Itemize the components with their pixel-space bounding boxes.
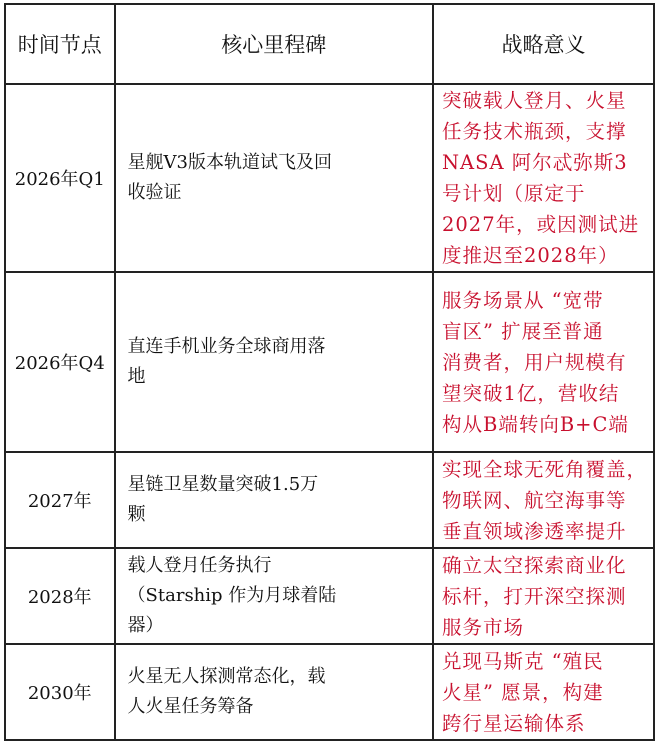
milestone-line: 星链卫星数量突破1.5万 bbox=[127, 474, 319, 495]
milestone-line: 直连手机业务全球商用落 bbox=[127, 336, 326, 357]
milestone-cell bbox=[115, 84, 433, 272]
significance-line: 号计划（原定于 bbox=[441, 182, 586, 205]
significance-line: 物联网、航空海事等 bbox=[441, 488, 627, 512]
header-time: 时间节点 bbox=[5, 4, 115, 84]
milestone-line: 颗 bbox=[127, 504, 146, 525]
header-significance: 战略意义 bbox=[433, 4, 654, 84]
table-row bbox=[5, 272, 654, 452]
significance-line: NASA 阿尔忒弥斯3 bbox=[441, 151, 628, 174]
significance-line: 任务技术瓶颈，支撑 bbox=[441, 120, 627, 143]
milestone-cell bbox=[115, 548, 433, 644]
table-row bbox=[5, 452, 654, 548]
time-cell: 2027年 bbox=[5, 452, 115, 548]
table-row bbox=[5, 548, 654, 644]
significance-cell bbox=[433, 272, 654, 452]
milestone-line: 收验证 bbox=[127, 182, 182, 203]
time-cell: 2026年Q4 bbox=[5, 272, 115, 452]
significance-cell bbox=[433, 548, 654, 644]
significance-line: 构从B端转向B+C端 bbox=[441, 412, 629, 436]
significance-line: 望突破1亿，营收结 bbox=[441, 381, 620, 405]
milestone-table bbox=[4, 3, 655, 741]
milestone-cell bbox=[115, 452, 433, 548]
time-cell: 2028年 bbox=[5, 548, 115, 644]
milestone-line: 载人登月任务执行 bbox=[127, 555, 272, 576]
significance-line: 垂直领域渗透率提升 bbox=[441, 519, 627, 543]
milestone-line: 器） bbox=[127, 615, 164, 636]
table-row bbox=[5, 84, 654, 272]
header-row bbox=[5, 4, 654, 84]
significance-line: 服务市场 bbox=[441, 615, 524, 639]
significance-cell bbox=[433, 452, 654, 548]
significance-line: 消费者，用户规模有 bbox=[441, 350, 627, 374]
significance-line: 火星” 愿景，构建 bbox=[441, 680, 604, 704]
header-milestone: 核心里程碑 bbox=[115, 4, 433, 84]
time-cell: 2030年 bbox=[5, 644, 115, 740]
milestone-line: 地 bbox=[127, 366, 146, 387]
significance-line: 实现全球无死角覆盖， bbox=[441, 457, 647, 481]
time-cell: 2026年Q1 bbox=[5, 84, 115, 272]
significance-line: 盲区” 扩展至普通 bbox=[441, 319, 604, 343]
milestone-line: 人火星任务筹备 bbox=[127, 696, 254, 717]
significance-line: 兑现马斯克 “殖民 bbox=[441, 649, 604, 673]
significance-line: 度推迟至2028年） bbox=[441, 244, 619, 267]
milestone-line: 火星无人探测常态化，载 bbox=[127, 666, 326, 687]
significance-line: 服务场景从 “宽带 bbox=[441, 288, 604, 312]
milestone-cell bbox=[115, 272, 433, 452]
significance-line: 确立太空探索商业化 bbox=[441, 553, 627, 577]
table-row bbox=[5, 644, 654, 740]
significance-line: 标杆，打开深空探测 bbox=[441, 584, 627, 608]
significance-line: 2027年，或因测试进 bbox=[441, 213, 640, 236]
milestone-line: （Starship 作为月球着陆 bbox=[127, 585, 337, 606]
significance-line: 跨行星运输体系 bbox=[441, 711, 586, 735]
milestone-cell bbox=[115, 644, 433, 740]
significance-cell bbox=[433, 644, 654, 740]
milestone-line: 星舰V3版本轨道试飞及回 bbox=[127, 152, 332, 173]
significance-line: 突破载人登月、火星 bbox=[441, 89, 627, 112]
significance-cell bbox=[433, 84, 654, 272]
